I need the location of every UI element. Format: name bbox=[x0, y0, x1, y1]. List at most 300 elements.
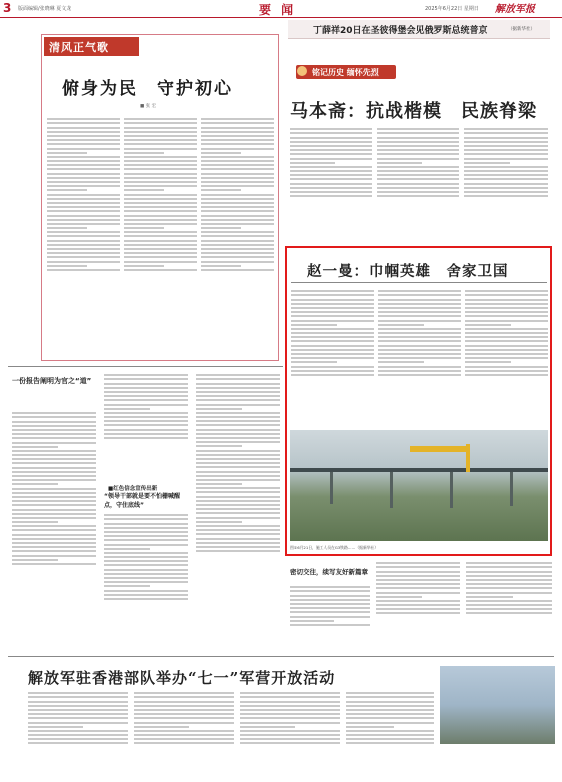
text-line bbox=[28, 701, 128, 703]
text-line bbox=[378, 290, 461, 292]
text-line bbox=[104, 429, 188, 431]
text-line bbox=[47, 198, 120, 200]
text-line bbox=[290, 195, 372, 197]
text-line bbox=[196, 450, 280, 452]
text-line bbox=[290, 183, 372, 185]
text-line bbox=[134, 705, 234, 707]
text-line bbox=[291, 324, 337, 326]
text-line bbox=[466, 579, 552, 581]
text-line bbox=[465, 336, 548, 338]
text-line bbox=[291, 320, 374, 322]
text-line bbox=[104, 590, 188, 592]
text-line bbox=[201, 164, 274, 166]
text-line bbox=[377, 145, 459, 147]
text-line bbox=[376, 566, 460, 568]
text-line bbox=[290, 624, 370, 626]
text-line bbox=[201, 122, 274, 124]
lower-left-headline: 一份报告阐明为官之“道” bbox=[12, 377, 92, 385]
text-line bbox=[47, 139, 120, 141]
text-line bbox=[290, 616, 370, 618]
text-line bbox=[104, 594, 188, 596]
text-line bbox=[12, 546, 96, 548]
text-line bbox=[12, 488, 96, 490]
text-line bbox=[12, 454, 96, 456]
text-line bbox=[104, 535, 188, 537]
text-line bbox=[104, 585, 150, 587]
text-line bbox=[465, 328, 548, 330]
text-line bbox=[124, 135, 197, 137]
text-line bbox=[196, 420, 280, 422]
text-line bbox=[104, 412, 188, 414]
text-line bbox=[47, 206, 120, 208]
body-text-block bbox=[376, 560, 460, 648]
text-line bbox=[124, 198, 197, 200]
text-line bbox=[12, 555, 96, 557]
column-badge: 清风正气歌 bbox=[44, 37, 139, 56]
text-line bbox=[12, 517, 96, 519]
text-line bbox=[240, 717, 340, 719]
text-line bbox=[466, 604, 552, 606]
text-line bbox=[378, 357, 461, 359]
text-line bbox=[465, 374, 548, 376]
text-line bbox=[464, 162, 510, 164]
text-line bbox=[196, 383, 280, 385]
text-line bbox=[12, 416, 96, 418]
text-line bbox=[377, 158, 459, 160]
text-line bbox=[376, 592, 460, 594]
text-line bbox=[104, 573, 188, 575]
body-text-block bbox=[378, 288, 461, 426]
text-line bbox=[290, 590, 370, 592]
text-line bbox=[104, 416, 188, 418]
text-line bbox=[124, 164, 197, 166]
text-line bbox=[196, 533, 280, 535]
text-line bbox=[346, 722, 434, 724]
text-line bbox=[196, 424, 280, 426]
text-line bbox=[47, 122, 120, 124]
text-line bbox=[240, 701, 340, 703]
text-line bbox=[134, 730, 234, 732]
text-line bbox=[12, 412, 96, 414]
text-line bbox=[201, 244, 274, 246]
text-line bbox=[378, 345, 461, 347]
text-line bbox=[201, 156, 274, 158]
text-line bbox=[290, 620, 334, 622]
text-line bbox=[465, 345, 548, 347]
text-line bbox=[124, 127, 197, 129]
text-line bbox=[240, 738, 340, 740]
text-line bbox=[376, 579, 460, 581]
text-line bbox=[376, 562, 460, 564]
text-line bbox=[465, 324, 511, 326]
text-line bbox=[466, 571, 552, 573]
text-line bbox=[465, 370, 548, 372]
text-line bbox=[196, 538, 280, 540]
text-line bbox=[378, 324, 424, 326]
text-line bbox=[346, 742, 434, 744]
text-line bbox=[378, 361, 424, 363]
text-line bbox=[464, 191, 548, 193]
text-line bbox=[12, 513, 96, 515]
text-line bbox=[124, 256, 197, 258]
text-line bbox=[201, 135, 274, 137]
text-line bbox=[346, 696, 434, 698]
text-line bbox=[124, 240, 197, 242]
text-line bbox=[291, 357, 374, 359]
body-text-block bbox=[124, 116, 197, 358]
text-line bbox=[377, 162, 422, 164]
text-line bbox=[104, 514, 188, 516]
feature-headline: 赵一曼：巾帼英雄 舍家卫国 bbox=[307, 263, 509, 280]
text-line bbox=[196, 475, 280, 477]
text-line bbox=[104, 552, 188, 554]
text-line bbox=[240, 696, 340, 698]
text-line bbox=[124, 118, 197, 120]
text-line bbox=[12, 542, 96, 544]
text-line bbox=[466, 583, 552, 585]
text-line bbox=[104, 424, 188, 426]
bridge-construction-photo bbox=[290, 430, 548, 541]
text-line bbox=[124, 265, 164, 267]
text-line bbox=[47, 252, 120, 254]
text-line bbox=[201, 240, 274, 242]
text-line bbox=[465, 349, 548, 351]
text-line bbox=[290, 607, 370, 609]
text-line bbox=[28, 742, 128, 744]
text-line bbox=[28, 705, 128, 707]
text-line bbox=[12, 529, 96, 531]
text-line bbox=[134, 713, 234, 715]
text-line bbox=[12, 483, 58, 485]
text-line bbox=[240, 730, 340, 732]
text-line bbox=[124, 152, 164, 154]
text-line bbox=[290, 132, 372, 134]
text-line bbox=[12, 458, 96, 460]
text-line bbox=[378, 311, 461, 313]
photo-caption: 图①6月21日，施工人员在G3铁路……（据新华社） bbox=[290, 545, 379, 550]
body-text-block bbox=[104, 372, 188, 480]
text-line bbox=[464, 141, 548, 143]
body-text-block bbox=[240, 690, 340, 774]
text-line bbox=[378, 315, 461, 317]
text-line bbox=[196, 471, 280, 473]
text-line bbox=[47, 194, 120, 196]
text-line bbox=[290, 166, 372, 168]
text-line bbox=[201, 181, 274, 183]
text-line bbox=[196, 496, 280, 498]
text-line bbox=[104, 560, 188, 562]
text-line bbox=[201, 210, 274, 212]
text-line bbox=[464, 183, 548, 185]
text-line bbox=[201, 189, 241, 191]
text-line bbox=[134, 692, 234, 694]
text-line bbox=[124, 202, 197, 204]
text-line bbox=[196, 395, 280, 397]
text-line bbox=[47, 202, 120, 204]
text-line bbox=[291, 294, 374, 296]
text-line bbox=[464, 166, 548, 168]
banner-headline: 丁薛祥20日在圣彼得堡会见俄罗斯总统普京 bbox=[313, 26, 488, 36]
text-line bbox=[47, 223, 120, 225]
text-line bbox=[47, 156, 120, 158]
text-line bbox=[201, 177, 274, 179]
text-line bbox=[47, 269, 120, 271]
body-text-block bbox=[465, 288, 548, 426]
text-line bbox=[201, 185, 274, 187]
text-line bbox=[346, 713, 434, 715]
editor-info: 版面编辑/张晓琳 夏文龙 bbox=[18, 6, 72, 12]
text-line bbox=[196, 374, 280, 376]
text-line bbox=[201, 261, 274, 263]
text-line bbox=[124, 231, 197, 233]
text-line bbox=[464, 170, 548, 172]
text-line bbox=[291, 299, 374, 301]
text-line bbox=[12, 509, 96, 511]
text-line bbox=[464, 158, 548, 160]
text-line bbox=[291, 345, 374, 347]
text-line bbox=[12, 467, 96, 469]
text-line bbox=[378, 349, 461, 351]
history-headline: 马本斋：抗战楷模 民族脊梁 bbox=[290, 101, 537, 122]
text-line bbox=[104, 598, 188, 600]
text-line bbox=[377, 149, 459, 151]
text-line bbox=[466, 608, 552, 610]
text-line bbox=[196, 378, 280, 380]
text-line bbox=[201, 248, 274, 250]
lower-right-headline: 密切交往，续写友好新篇章 bbox=[290, 568, 368, 576]
text-line bbox=[47, 127, 120, 129]
text-line bbox=[47, 240, 120, 242]
text-line bbox=[47, 168, 120, 170]
text-line bbox=[124, 194, 197, 196]
text-line bbox=[104, 556, 188, 558]
text-line bbox=[134, 742, 234, 744]
text-line bbox=[124, 185, 197, 187]
text-line bbox=[465, 353, 548, 355]
text-line bbox=[104, 387, 188, 389]
text-line bbox=[466, 592, 552, 594]
text-line bbox=[465, 340, 548, 342]
text-line bbox=[346, 717, 434, 719]
text-line bbox=[201, 127, 274, 129]
text-line bbox=[47, 265, 87, 267]
text-line bbox=[346, 738, 434, 740]
masthead-logo: 解放军报 bbox=[495, 4, 535, 15]
text-line bbox=[377, 195, 459, 197]
text-line bbox=[124, 181, 197, 183]
text-line bbox=[466, 587, 552, 589]
text-line bbox=[12, 471, 96, 473]
text-line bbox=[134, 738, 234, 740]
text-line bbox=[47, 148, 120, 150]
text-line bbox=[104, 564, 188, 566]
text-line bbox=[201, 231, 274, 233]
text-line bbox=[134, 717, 234, 719]
text-line bbox=[201, 223, 274, 225]
text-line bbox=[377, 137, 459, 139]
bottom-headline: 解放军驻香港部队举办“七一”军营开放活动 bbox=[28, 669, 336, 687]
text-line bbox=[464, 132, 548, 134]
text-line bbox=[290, 153, 372, 155]
text-line bbox=[124, 210, 197, 212]
text-line bbox=[466, 566, 552, 568]
text-line bbox=[196, 487, 280, 489]
text-line bbox=[240, 709, 340, 711]
text-line bbox=[134, 726, 189, 728]
text-line bbox=[377, 166, 459, 168]
text-line bbox=[290, 158, 372, 160]
text-line bbox=[12, 496, 96, 498]
text-line bbox=[290, 162, 335, 164]
text-line bbox=[291, 353, 374, 355]
text-line bbox=[291, 349, 374, 351]
text-line bbox=[47, 189, 87, 191]
text-line bbox=[196, 429, 280, 431]
text-line bbox=[377, 178, 459, 180]
text-line bbox=[291, 307, 374, 309]
text-line bbox=[376, 571, 460, 573]
text-line bbox=[466, 612, 552, 614]
divider bbox=[8, 656, 554, 657]
body-text-block bbox=[290, 126, 372, 241]
text-line bbox=[291, 328, 374, 330]
text-line bbox=[12, 534, 96, 536]
text-line bbox=[346, 730, 434, 732]
lower-mid-kicker: ■红色信念宣传出新 bbox=[108, 486, 158, 492]
text-line bbox=[201, 215, 274, 217]
text-line bbox=[376, 587, 460, 589]
text-line bbox=[196, 408, 242, 410]
text-line bbox=[104, 399, 188, 401]
text-line bbox=[378, 320, 461, 322]
text-line bbox=[291, 311, 374, 313]
text-line bbox=[201, 265, 241, 267]
text-line bbox=[124, 139, 197, 141]
text-line bbox=[134, 696, 234, 698]
text-line bbox=[201, 227, 241, 229]
text-line bbox=[201, 118, 274, 120]
text-line bbox=[346, 692, 434, 694]
text-line bbox=[196, 399, 280, 401]
text-line bbox=[465, 294, 548, 296]
text-line bbox=[47, 231, 120, 233]
harbor-photo bbox=[440, 666, 555, 744]
text-line bbox=[346, 726, 394, 728]
text-line bbox=[104, 581, 188, 583]
text-line bbox=[47, 248, 120, 250]
text-line bbox=[12, 538, 96, 540]
text-line bbox=[12, 492, 96, 494]
text-line bbox=[201, 252, 274, 254]
text-line bbox=[47, 210, 120, 212]
text-line bbox=[290, 174, 372, 176]
text-line bbox=[124, 156, 197, 158]
body-text-block bbox=[290, 584, 370, 648]
text-line bbox=[376, 583, 460, 585]
text-line bbox=[201, 131, 274, 133]
text-line bbox=[465, 320, 548, 322]
text-line bbox=[104, 395, 188, 397]
text-line bbox=[196, 437, 280, 439]
text-line bbox=[464, 145, 548, 147]
text-line bbox=[104, 523, 188, 525]
text-line bbox=[196, 550, 280, 552]
text-line bbox=[464, 174, 548, 176]
text-line bbox=[377, 141, 459, 143]
text-line bbox=[124, 248, 197, 250]
text-line bbox=[12, 500, 96, 502]
text-line bbox=[291, 303, 374, 305]
text-line bbox=[196, 458, 280, 460]
text-line bbox=[47, 244, 120, 246]
text-line bbox=[12, 425, 96, 427]
text-line bbox=[240, 705, 340, 707]
text-line bbox=[47, 185, 120, 187]
text-line bbox=[104, 577, 188, 579]
text-line bbox=[290, 187, 372, 189]
text-line bbox=[465, 307, 548, 309]
text-line bbox=[124, 177, 197, 179]
text-line bbox=[196, 521, 242, 523]
body-text-block bbox=[134, 690, 234, 774]
text-line bbox=[378, 374, 461, 376]
text-line bbox=[47, 118, 120, 120]
text-line bbox=[12, 446, 58, 448]
text-line bbox=[196, 500, 280, 502]
text-line bbox=[201, 152, 241, 154]
text-line bbox=[12, 475, 96, 477]
text-line bbox=[47, 235, 120, 237]
text-line bbox=[196, 508, 280, 510]
left-headline: 俯身为民 守护初心 bbox=[62, 79, 233, 99]
text-line bbox=[104, 544, 188, 546]
text-line bbox=[196, 412, 280, 414]
text-line bbox=[104, 531, 188, 533]
text-line bbox=[378, 366, 461, 368]
text-line bbox=[291, 361, 337, 363]
text-line bbox=[290, 191, 372, 193]
text-line bbox=[290, 611, 370, 613]
text-line bbox=[201, 198, 274, 200]
text-line bbox=[464, 149, 548, 151]
text-line bbox=[377, 187, 459, 189]
text-line bbox=[290, 137, 372, 139]
text-line bbox=[47, 152, 87, 154]
text-line bbox=[196, 491, 280, 493]
text-line bbox=[201, 202, 274, 204]
text-line bbox=[12, 429, 96, 431]
text-line bbox=[465, 311, 548, 313]
text-line bbox=[47, 160, 120, 162]
text-line bbox=[346, 705, 434, 707]
text-line bbox=[377, 183, 459, 185]
text-line bbox=[201, 168, 274, 170]
text-line bbox=[47, 219, 120, 221]
lower-mid-headline: “领导干部就是要不怕栅喊醒点，守住底线” bbox=[104, 493, 180, 509]
body-text-block bbox=[291, 288, 374, 426]
text-line bbox=[201, 148, 274, 150]
text-line bbox=[196, 525, 280, 527]
text-line bbox=[201, 219, 274, 221]
text-line bbox=[124, 244, 197, 246]
section-title: 要 闻 bbox=[259, 3, 297, 17]
text-line bbox=[240, 722, 340, 724]
text-line bbox=[291, 290, 374, 292]
text-line bbox=[12, 504, 96, 506]
text-line bbox=[196, 466, 280, 468]
left-author: ■ 张 宏 bbox=[140, 104, 157, 109]
text-line bbox=[465, 303, 548, 305]
